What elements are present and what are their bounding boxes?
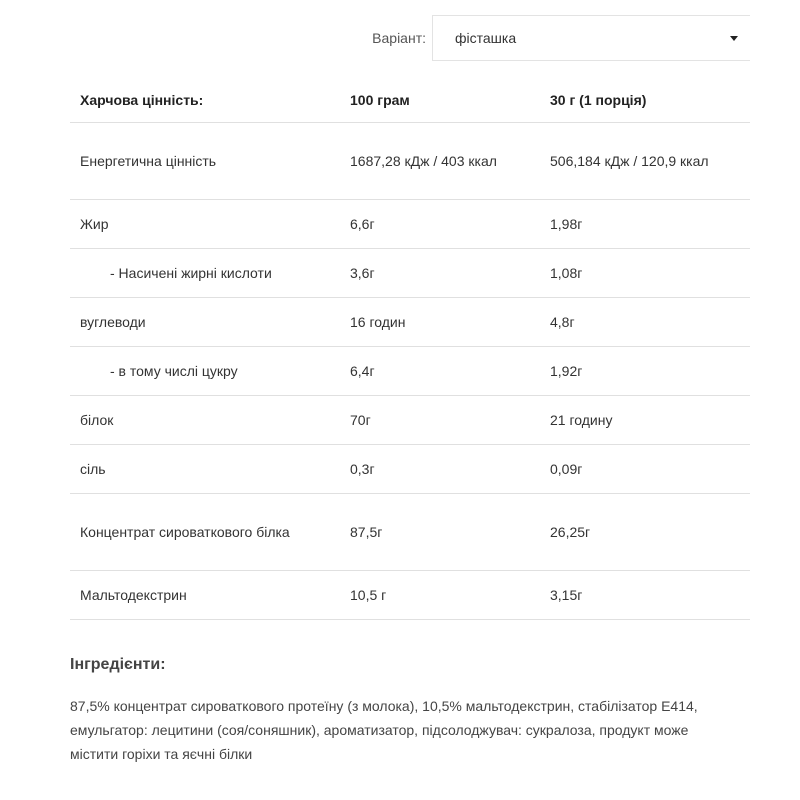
nutrition-table	[70, 78, 750, 620]
table-row	[70, 249, 750, 298]
nutrient-per-serving: 1,98г	[540, 200, 750, 249]
table-row	[70, 123, 750, 200]
column-header-per-100g: 100 грам	[340, 78, 540, 123]
nutrient-name: білок	[70, 396, 340, 445]
table-row	[70, 494, 750, 571]
nutrient-per-100g: 70г	[340, 396, 540, 445]
nutrient-name: вуглеводи	[70, 298, 340, 347]
nutrient-name: - в тому числі цукру	[70, 347, 340, 396]
table-row	[70, 445, 750, 494]
ingredients-title: Інгредієнти:	[70, 656, 166, 673]
nutrient-name: Мальтодекстрин	[70, 571, 340, 620]
nutrient-per-serving: 21 годину	[540, 396, 750, 445]
chevron-down-icon	[730, 36, 738, 41]
nutrient-per-100g: 0,3г	[340, 445, 540, 494]
nutrient-name: Жир	[70, 200, 340, 249]
variant-select[interactable]	[432, 15, 750, 61]
table-row	[70, 200, 750, 249]
nutrient-per-serving: 506,184 кДж / 120,9 ккал	[540, 123, 750, 200]
nutrient-per-serving: 1,92г	[540, 347, 750, 396]
nutrient-name: Концентрат сироваткового білка	[70, 494, 340, 571]
nutrient-per-100g: 3,6г	[340, 249, 540, 298]
nutrient-per-100g: 87,5г	[340, 494, 540, 571]
table-row	[70, 396, 750, 445]
nutrient-per-100g: 16 годин	[340, 298, 540, 347]
nutrient-name: - Насичені жирні кислоти	[70, 249, 340, 298]
nutrient-per-100g: 1687,28 кДж / 403 ккал	[340, 123, 540, 200]
nutrient-name: сіль	[70, 445, 340, 494]
ingredients-text: 87,5% концентрат сироваткового протеїну (з молока), 10,5% мальтодекстрин, стабілізатор Е414, емульгатор: лецитини (соя/соняшник), ароматизатор, підсолоджувач: сукралоза, продукт може містити горіхи та яєчні білки	[70, 698, 698, 762]
table-row	[70, 571, 750, 620]
table-row	[70, 298, 750, 347]
nutrient-name: Енергетична цінність	[70, 123, 340, 200]
column-header-per-serving: 30 г (1 порція)	[540, 78, 750, 123]
nutrient-per-serving: 0,09г	[540, 445, 750, 494]
nutrient-per-serving: 3,15г	[540, 571, 750, 620]
variant-selector-row	[340, 15, 750, 61]
nutrient-per-100g: 6,6г	[340, 200, 540, 249]
variant-selected-value: фісташка	[455, 30, 517, 46]
variant-label: Варіант:	[372, 30, 426, 46]
nutrient-per-serving: 4,8г	[540, 298, 750, 347]
nutrient-per-serving: 1,08г	[540, 249, 750, 298]
nutrient-per-100g: 6,4г	[340, 347, 540, 396]
nutrient-per-100g: 10,5 г	[340, 571, 540, 620]
column-header-nutrient: Харчова цінність:	[70, 78, 340, 123]
table-row	[70, 347, 750, 396]
nutrient-per-serving: 26,25г	[540, 494, 750, 571]
table-header-row	[70, 78, 750, 123]
